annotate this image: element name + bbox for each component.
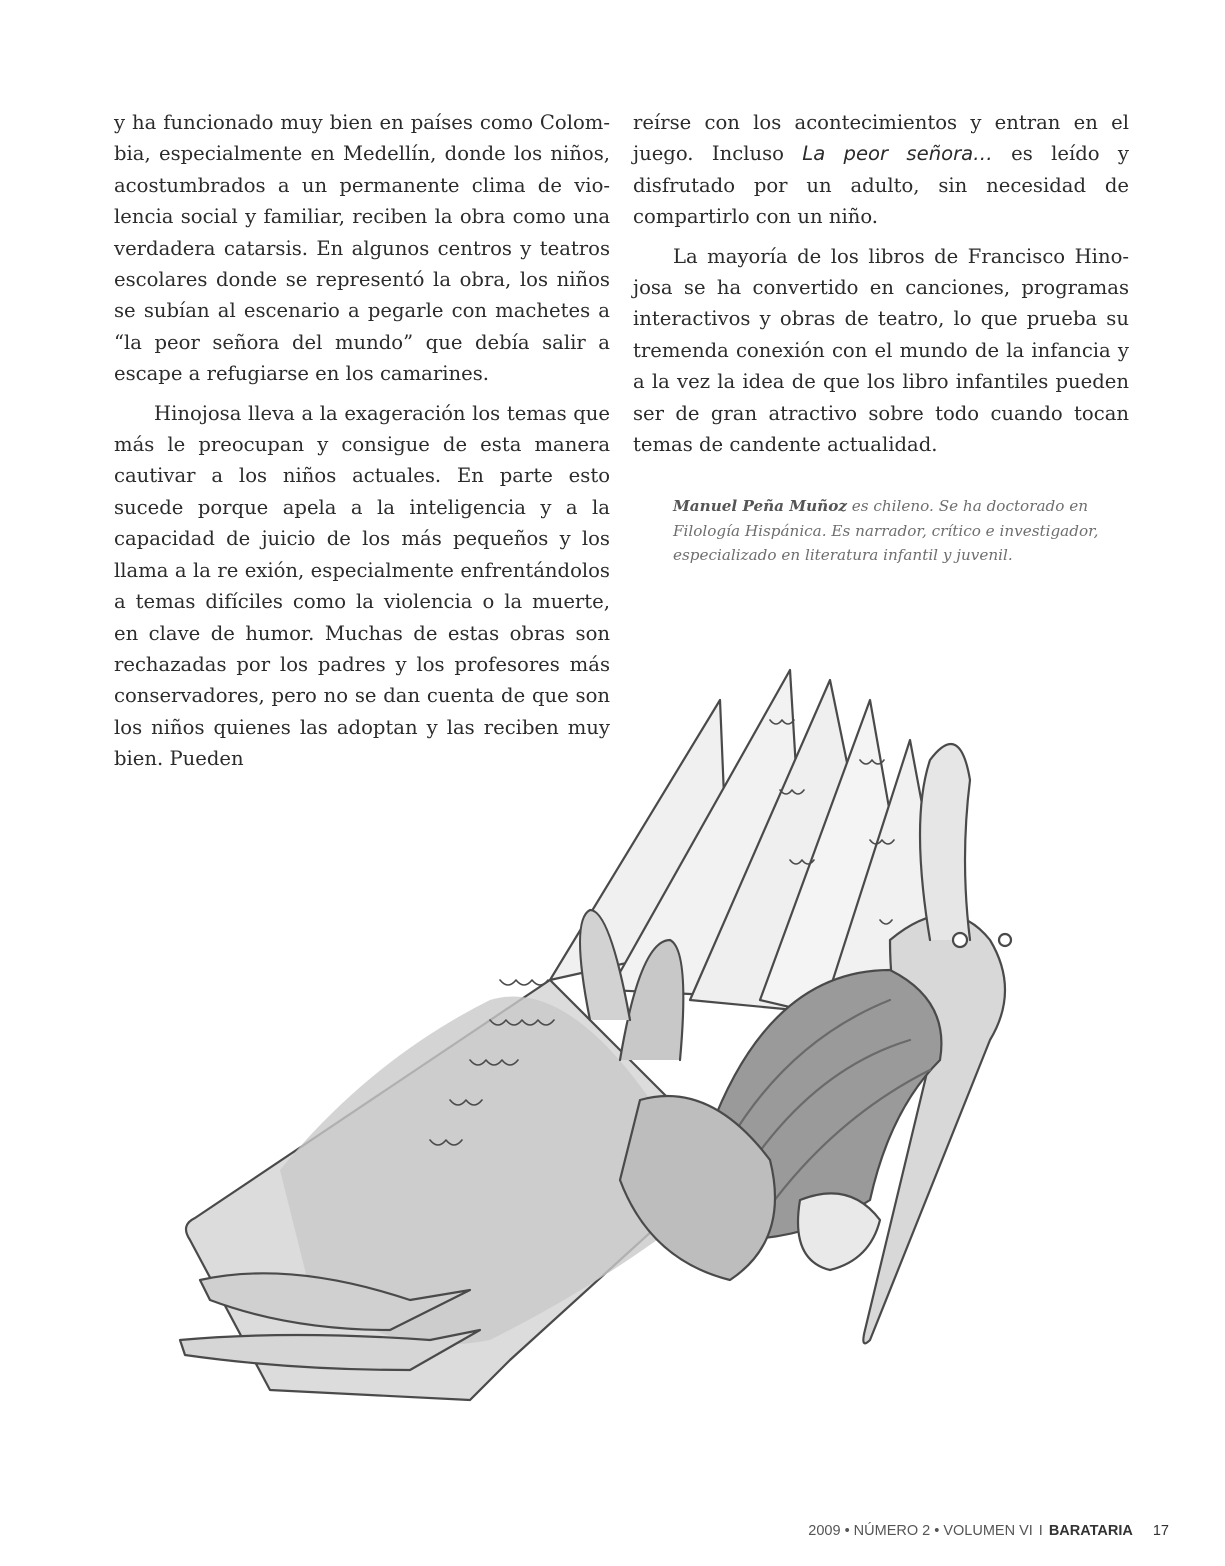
paragraph-text: reírse con los acontecimientos y entran en el juego. Incluso	[633, 111, 1129, 166]
paragraph: La mayoría de los libros de Francisco Hinojosa se ha convertido en canciones, programas interactivos y obras de teatro, lo que prueba su tremenda conexión con el mundo de la infancia y a la vez la idea de que los libro infantiles pueden ser de gran atractivo sobre todo cuando tocan temas de candente actualidad.	[633, 244, 1129, 457]
issue-info: 2009 • NÚMERO 2 • VOLUMEN VI	[808, 1523, 1033, 1539]
paragraph-text: es leído y disfrutado por un adulto, sin necesidad de compartirlo con un niño.	[633, 142, 1129, 229]
illustration	[170, 640, 1070, 1420]
paragraph: Hinojosa lleva a la exageración los temas que más le preocupan y consigue de esta manera cautivar a los niños actuales. En parte esto sucede porque apela a la inteligencia y a la capacidad de juicio de los más pequeños y los llama a la re exión, especialmente enfrentándolos a temas difíciles como la violencia o la muerte, en clave de humor. Muchas de estas obras son rechazadas por los padres y los profesores más conservadores, pero no se dan cuenta de que son los niños quienes las adoptan y las reciben muy bien. Pueden	[114, 401, 610, 771]
author-name: Manuel Peña Muñoz	[673, 497, 847, 516]
bird-neck	[920, 744, 970, 940]
footer-separator: I	[1038, 1523, 1043, 1539]
magazine-name: BARATARIA	[1048, 1523, 1133, 1539]
page-number: 17	[1152, 1523, 1169, 1539]
paragraph: y ha funcionado muy bien en países como Colombia, especialmente en Medellín, donde los niños, acostumbrados a un permanente clima de violencia social y familiar, reciben la obra como una verdadera catarsis. En algunos centros y teatros escolares donde se representó la obra, los niños se subían al escenario a pegarle con machetes a “la peor señora del mundo” que debía salir a escape a refugiarse en los camarines.	[114, 111, 610, 386]
girl-face	[798, 1193, 880, 1270]
page-footer	[808, 1523, 1169, 1539]
author-bio	[673, 494, 1129, 568]
author-bio-text: es chileno. Se ha doctorado en Filología Hispánica. Es narrador, crítico e investigador, especializado en literatura infantil y juvenil.	[673, 497, 1099, 565]
right-column	[633, 107, 1129, 568]
book-title: La peor señora…	[802, 142, 993, 166]
paragraph	[633, 107, 1129, 233]
